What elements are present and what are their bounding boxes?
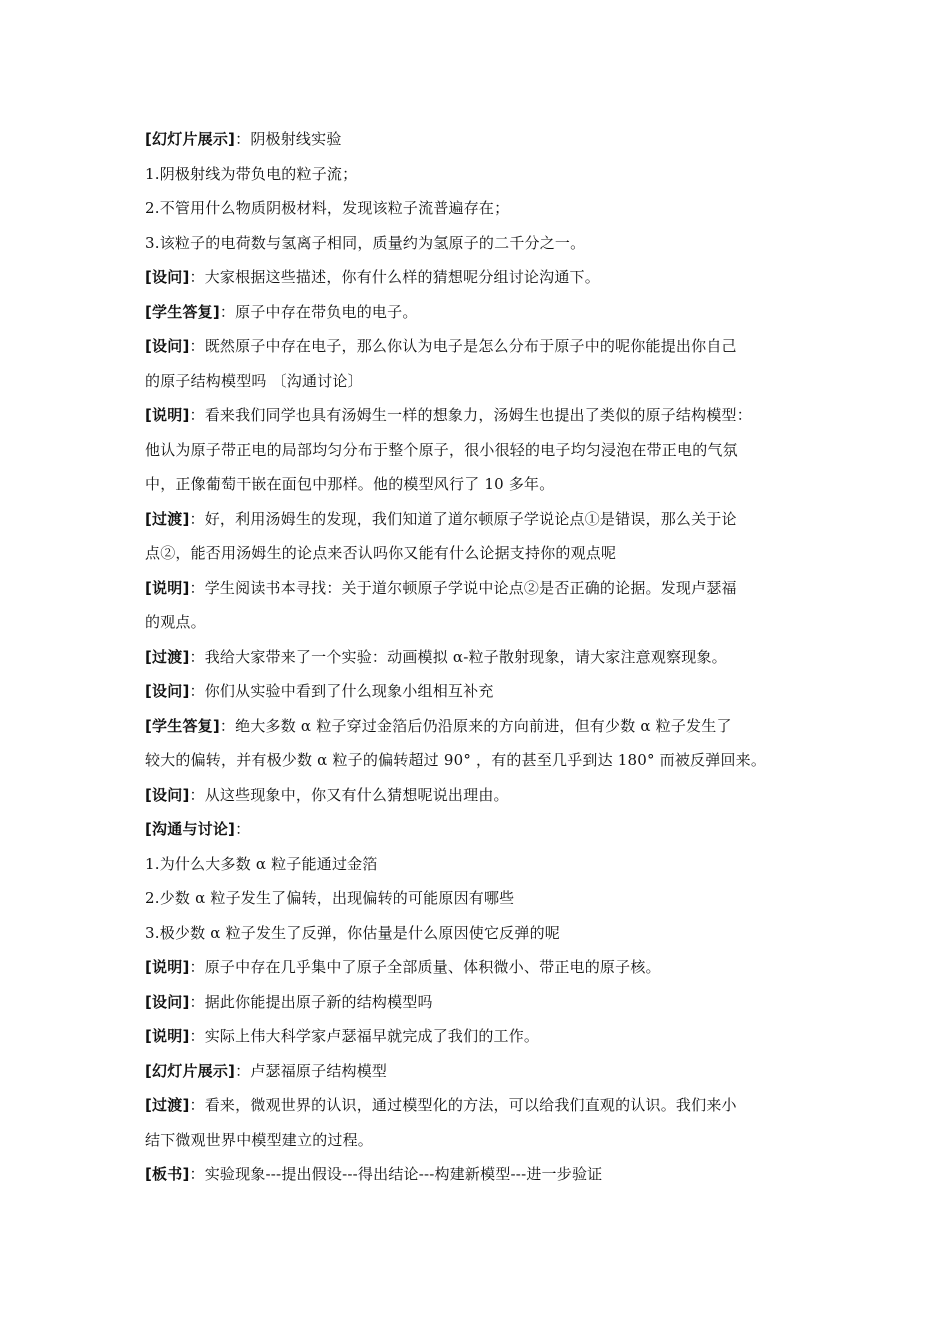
text-line	[145, 743, 825, 778]
section-label: [说明]	[145, 406, 190, 424]
line-text: ：大家根据这些描述，你有什么样的猜想呢分组讨论沟通下。	[189, 268, 600, 286]
line-text: 1.阴极射线为带负电的粒子流；	[145, 164, 358, 183]
text-line	[145, 916, 825, 951]
text-line	[145, 950, 825, 985]
section-label: [学生答复]	[145, 302, 220, 321]
text-line	[145, 571, 825, 606]
text-line	[145, 157, 825, 192]
line-text: ：原子中存在几乎集中了原子全部质量、体积微小、带正电的原子核。	[189, 958, 661, 976]
section-label: [过渡]	[145, 647, 190, 666]
line-text: 他认为原子带正电的局部均匀分布于整个原子，很小很轻的电子均匀浸泡在带正电的气氛	[145, 440, 738, 459]
text-line	[145, 536, 825, 571]
section-label: [设问]	[145, 785, 190, 804]
line-text: ：从这些现象中，你又有什么猜想呢说出理由。	[189, 785, 509, 804]
line-text: ：实际上伟大科学家卢瑟福早就完成了我们的工作。	[189, 1027, 540, 1045]
text-line	[145, 847, 825, 882]
line-text: 中，正像葡萄干嵌在面包中那样。他的模型风行了 10 多年。	[145, 475, 555, 493]
section-label: [幻灯片展示]	[145, 130, 236, 148]
line-text: ：原子中存在带负电的电子。	[219, 302, 418, 321]
text-line	[145, 260, 825, 295]
text-line	[145, 122, 825, 157]
line-text: ：实验现象---提出假设---得出结论---构建新模型---进一步验证	[189, 1165, 603, 1183]
text-line	[145, 1157, 825, 1192]
text-line	[145, 1123, 825, 1158]
line-text: ：既然原子中存在电子，那么你认为电子是怎么分布于原子中的呢你能提出你自己	[189, 337, 737, 355]
section-label: [设问]	[145, 268, 190, 286]
text-line	[145, 605, 825, 640]
text-line	[145, 398, 825, 433]
line-text: 的观点。	[145, 613, 206, 631]
line-text: 的原子结构模型吗 〔沟通讨论〕	[145, 371, 363, 390]
line-text: ：绝大多数 α 粒子穿过金箔后仍沿原来的方向前进，但有少数 α 粒子发生了	[219, 716, 732, 735]
text-line	[145, 709, 825, 744]
text-line	[145, 191, 825, 226]
text-line	[145, 502, 825, 537]
text-line	[145, 467, 825, 502]
text-line	[145, 364, 825, 399]
text-line	[145, 674, 825, 709]
line-text: 2.不管用什么物质阴极材料，发现该粒子流普遍存在；	[145, 199, 510, 217]
line-text: ：你们从实验中看到了什么现象小组相互补充	[189, 682, 494, 700]
line-text: ：阴极射线实验	[235, 130, 342, 148]
section-label: [过渡]	[145, 509, 190, 528]
section-label: [设问]	[145, 682, 190, 700]
text-line	[145, 812, 825, 847]
section-label: [说明]	[145, 1027, 190, 1045]
line-text: ：学生阅读书本寻找：关于道尔顿原子学说中论点②是否正确的论据。发现卢瑟福	[189, 578, 737, 597]
line-text: ：我给大家带来了一个实验：动画模拟 α-粒子散射现象，请大家注意观察现象。	[189, 647, 727, 666]
section-label: [板书]	[145, 1165, 190, 1183]
line-text: ：	[235, 820, 251, 838]
section-label: [过渡]	[145, 1096, 190, 1114]
line-text: 2.少数 α 粒子发生了偏转，出现偏转的可能原因有哪些	[145, 889, 515, 907]
section-label: [沟通与讨论]	[145, 820, 236, 838]
line-text: ：看来，微观世界的认识，通过模型化的方法，可以给我们直观的认识。我们来小	[189, 1096, 737, 1114]
section-label: [说明]	[145, 958, 190, 976]
section-label: [学生答复]	[145, 716, 220, 735]
text-line	[145, 1019, 825, 1054]
text-line	[145, 226, 825, 261]
section-label: [设问]	[145, 992, 190, 1011]
text-line	[145, 1054, 825, 1089]
line-text: 点②，能否用汤姆生的论点来否认吗你又能有什么论据支持你的观点呢	[145, 544, 617, 562]
line-text: 结下微观世界中模型建立的过程。	[145, 1130, 374, 1149]
text-line	[145, 640, 825, 675]
line-text: 3.极少数 α 粒子发生了反弹，你估量是什么原因使它反弹的呢	[145, 923, 560, 942]
line-text: ：看来我们同学也具有汤姆生一样的想象力，汤姆生也提出了类似的原子结构模型：	[189, 406, 752, 424]
text-line	[145, 295, 825, 330]
text-line	[145, 433, 825, 468]
line-text: ：好，利用汤姆生的发现，我们知道了道尔顿原子学说论点①是错误，那么关于论	[189, 509, 737, 528]
line-text: 1.为什么大多数 α 粒子能通过金箔	[145, 854, 378, 873]
section-label: [幻灯片展示]	[145, 1061, 236, 1080]
line-text: ：卢瑟福原子结构模型	[235, 1061, 388, 1080]
line-text: 3.该粒子的电荷数与氢离子相同，质量约为氢原子的二千分之一。	[145, 233, 586, 252]
text-line	[145, 881, 825, 916]
line-text: 较大的偏转，并有极少数 α 粒子的偏转超过 90° ，有的甚至几乎到达 180° 而被反弹回来。	[145, 751, 767, 769]
text-line	[145, 329, 825, 364]
document-body	[145, 122, 825, 1192]
section-label: [设问]	[145, 337, 190, 355]
section-label: [说明]	[145, 578, 190, 597]
text-line	[145, 985, 825, 1020]
text-line	[145, 778, 825, 813]
line-text: ：据此你能提出原子新的结构模型吗	[189, 992, 433, 1011]
text-line	[145, 1088, 825, 1123]
